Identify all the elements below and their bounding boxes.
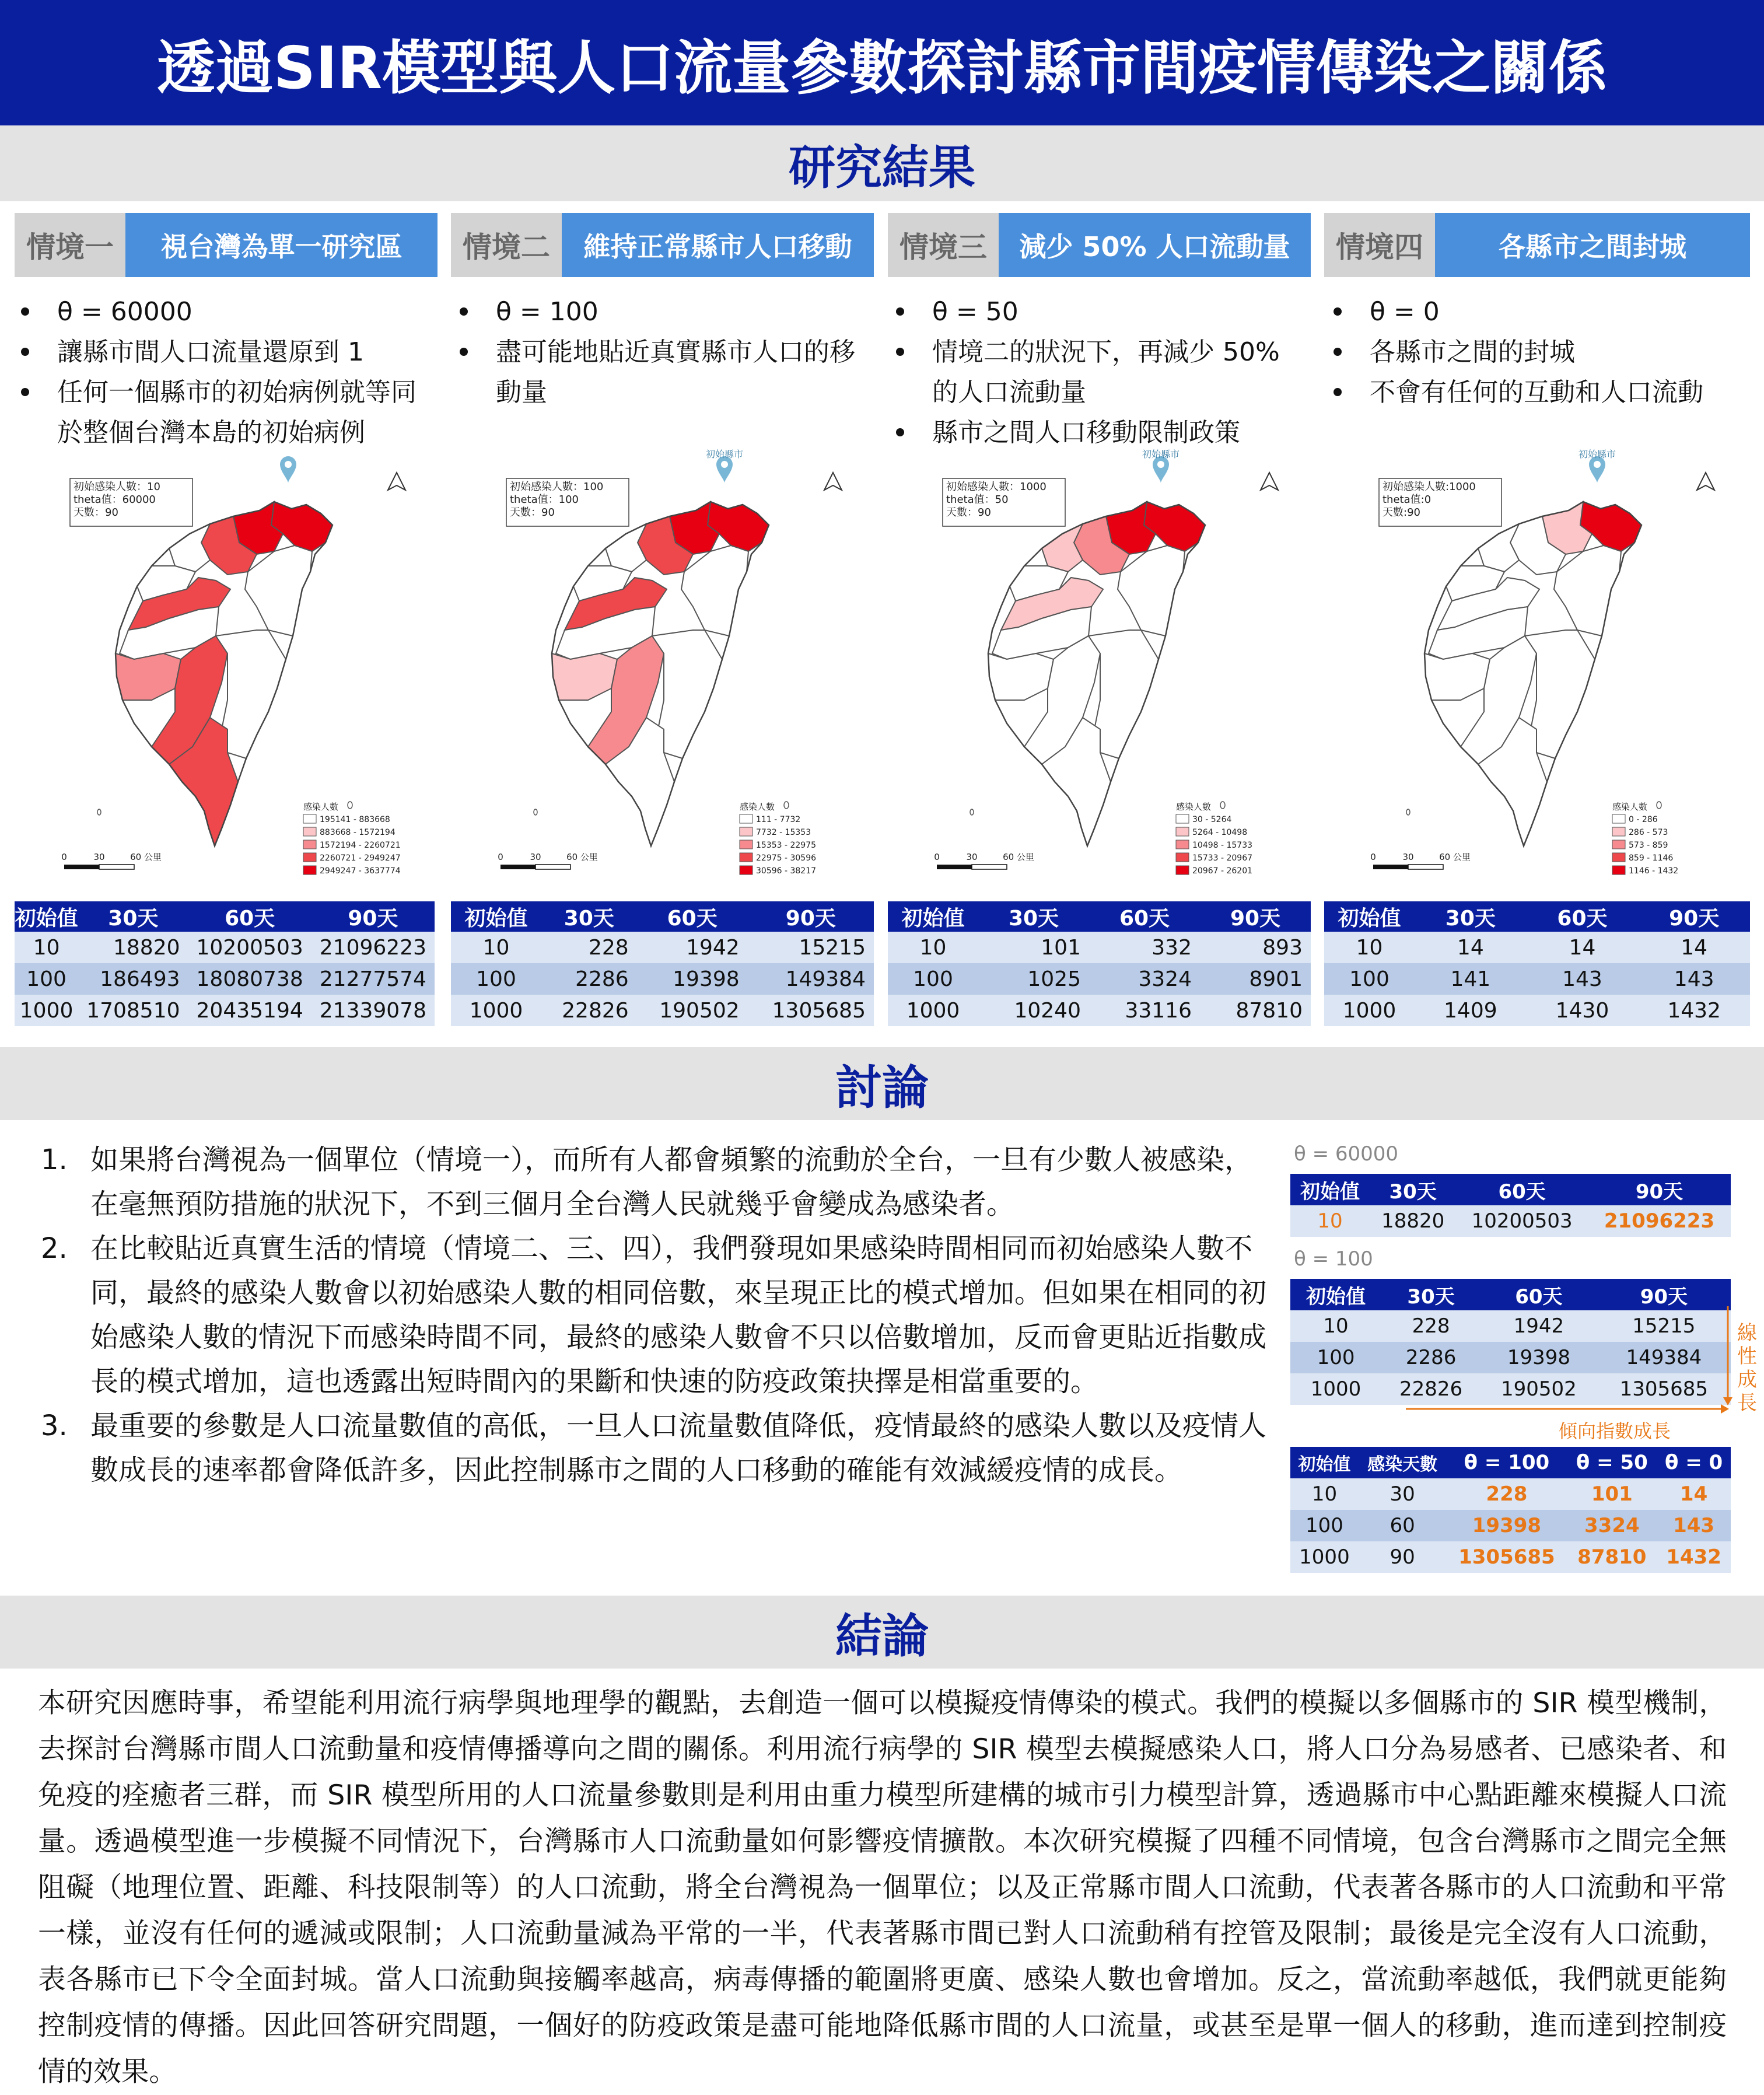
- scale-label: 30: [93, 852, 105, 862]
- map-info-line: theta值：60000: [74, 494, 156, 506]
- cell: 1942: [1480, 1310, 1597, 1342]
- legend-swatch: [1176, 853, 1189, 862]
- location-pin-icon: [716, 456, 733, 483]
- scale-label: 60 公里: [1439, 852, 1471, 862]
- island-shape: [784, 802, 789, 809]
- map-info-line: 初始感染人數：100: [510, 481, 604, 493]
- island-shape: [97, 809, 101, 815]
- cell: 10200503: [188, 932, 312, 963]
- legend-label: 5264 - 10498: [1192, 828, 1248, 837]
- north-arrow-icon: [1697, 473, 1714, 490]
- map-info-line: 天數:90: [1382, 506, 1420, 519]
- col-header: 30天: [541, 901, 637, 932]
- legend-label: 20967 - 26201: [1192, 866, 1253, 876]
- scenario-2-label: 情境二: [451, 213, 562, 277]
- scale-label: 0: [61, 852, 67, 862]
- scale-label: 60 公里: [566, 852, 598, 862]
- cell: 100: [451, 963, 541, 995]
- cell: 10: [1324, 932, 1415, 963]
- cell: 101: [978, 932, 1089, 963]
- cell: 1942: [637, 932, 748, 963]
- island-shape: [1220, 802, 1225, 809]
- scale-label: 0: [934, 852, 940, 862]
- map-info-line: theta值：100: [510, 494, 579, 506]
- table-row: [451, 932, 874, 963]
- cell: 10: [15, 932, 78, 963]
- legend-label: 286 - 573: [1629, 828, 1668, 837]
- col-header: θ = 100: [1446, 1447, 1567, 1478]
- cell: 87810: [1567, 1541, 1657, 1573]
- col-header: 30天: [1370, 1174, 1456, 1205]
- scenario-3-bullets: [891, 292, 1294, 453]
- cell: 2286: [541, 963, 637, 995]
- cell: 1000: [1324, 995, 1415, 1026]
- growth-arrows: [1377, 1304, 1738, 1426]
- cell: 186493: [78, 963, 188, 995]
- scale-label: 30: [966, 852, 978, 862]
- cell: 10240: [978, 995, 1089, 1026]
- bullet: 任何一個縣市的初始病例就等同於整個台灣本島的初始病例: [16, 372, 419, 453]
- scenario-3-table: [888, 901, 1311, 1026]
- col-header: 初始值: [1290, 1279, 1381, 1310]
- legend-title: 感染人數: [1612, 802, 1648, 812]
- legend-title: 感染人數: [740, 802, 775, 812]
- legend-label: 883668 - 1572194: [320, 828, 396, 837]
- map-info-line: 初始感染人數：10: [74, 481, 160, 493]
- legend-swatch: [740, 814, 752, 823]
- cell: 60: [1359, 1510, 1447, 1541]
- legend-label: 573 - 859: [1629, 841, 1668, 850]
- cell: 3324: [1089, 963, 1200, 995]
- scenario-4-name: 各縣市之間封城: [1435, 213, 1750, 277]
- scenario-2-name: 維持正常縣市人口移動: [562, 213, 874, 277]
- legend-swatch: [1612, 853, 1625, 862]
- map-info-line: 初始感染人數:1000: [1382, 481, 1476, 493]
- bullet: θ = 60000: [16, 292, 419, 332]
- map-info-line: theta值：50: [946, 494, 1009, 506]
- linear-growth-label: 線性成長: [1737, 1321, 1757, 1415]
- cell: 1432: [1657, 1541, 1731, 1573]
- cell: 893: [1200, 932, 1311, 963]
- legend-swatch: [1612, 840, 1625, 849]
- scale-bar-dark: [1373, 865, 1408, 869]
- col-header: 感染天數: [1359, 1447, 1447, 1478]
- linear-arrow-head: [1723, 1397, 1732, 1405]
- legend-swatch: [303, 866, 316, 875]
- table-row: [888, 995, 1311, 1026]
- bullet: 各縣市之間的封城: [1329, 332, 1731, 372]
- cell: 15215: [1597, 1310, 1731, 1342]
- cell: 1025: [978, 963, 1089, 995]
- north-arrow-icon: [388, 473, 405, 490]
- cell: 1305685: [1597, 1373, 1731, 1405]
- cell: 1000: [451, 995, 541, 1026]
- legend-swatch: [303, 853, 316, 862]
- item-number: 2.: [41, 1232, 68, 1265]
- legend-label: 7732 - 15353: [756, 828, 811, 837]
- location-pin-dot: [1157, 461, 1164, 468]
- location-pin-body: [280, 456, 296, 483]
- cell: 100: [1290, 1342, 1381, 1373]
- col-header: 30天: [78, 901, 188, 932]
- scale-bar-dark: [64, 865, 99, 869]
- map-shapes: [988, 502, 1205, 846]
- cell: 21277574: [312, 963, 435, 995]
- location-pin-body: [1153, 456, 1169, 483]
- legend-label: 2949247 - 3637774: [320, 866, 401, 876]
- cell: 1430: [1527, 995, 1639, 1026]
- cell: 8901: [1200, 963, 1311, 995]
- county-north-central-county: [169, 524, 210, 572]
- cell: 143: [1638, 963, 1750, 995]
- scale-bar-light: [99, 865, 134, 869]
- scenario-2-bullets: [455, 292, 858, 412]
- item-text: 在比較貼近真實生活的情境（情境二、三、四），我們發現如果感染時間相同而初始感染人數不同，最終的感染人數會以初始感染人數的相同倍數，來呈現正比的模式增加。但如果在相同的初始感染人數的情況下而感染時間不同，最終的感染人數會不只以倍數增加，反而會更貼近指數成長的模式增加，這也透露出短時間內的果斷和快速的防疫政策抉擇是相當重要的。: [90, 1232, 1267, 1398]
- county-north-central-county: [1042, 524, 1083, 572]
- cell: 14: [1527, 932, 1639, 963]
- legend-label: 15733 - 20967: [1192, 854, 1253, 863]
- cell: 100: [888, 963, 978, 995]
- legend-swatch: [303, 840, 316, 849]
- cell: 190502: [1480, 1373, 1597, 1405]
- col-header: 初始值: [1290, 1174, 1370, 1205]
- col-header: 90天: [1597, 1279, 1731, 1310]
- col-header: 60天: [1089, 901, 1200, 932]
- cell: 100: [15, 963, 78, 995]
- legend-label: 30596 - 38217: [756, 866, 817, 876]
- legend-label: 0 - 286: [1629, 815, 1658, 824]
- scale-bar-light: [972, 865, 1007, 869]
- bullet: 情境二的狀況下，再減少 50% 的人口流動量: [891, 332, 1294, 412]
- scenario-1-bullets: [16, 292, 419, 453]
- cell: 141: [1415, 963, 1527, 995]
- legend-label: 1572194 - 2260721: [320, 841, 401, 850]
- cell: 1305685: [1446, 1541, 1567, 1573]
- col-header: 90天: [748, 901, 874, 932]
- map-info-line: 天數：90: [946, 506, 991, 519]
- scale-bar-light: [536, 865, 570, 869]
- map-info-line: 天數：90: [510, 506, 555, 519]
- scale-bar-dark: [937, 865, 972, 869]
- county-south-central-county: [552, 653, 617, 700]
- county-northeast-county: [1144, 502, 1205, 551]
- cell: 149384: [748, 963, 874, 995]
- table-row: [451, 995, 874, 1026]
- county-south-central-county: [988, 653, 1054, 700]
- location-pin-icon: [1589, 456, 1605, 483]
- col-header: 30天: [1415, 901, 1527, 932]
- island-shape: [970, 809, 974, 815]
- legend-swatch: [1612, 866, 1625, 875]
- location-pin-dot: [1594, 461, 1601, 468]
- legend-swatch: [1176, 827, 1189, 836]
- cell: 20435194: [188, 995, 312, 1026]
- scenario-3-map: [919, 449, 1328, 887]
- cell: 19398: [637, 963, 748, 995]
- discussion-item: [35, 1226, 1278, 1404]
- cell: 228: [1446, 1478, 1567, 1510]
- map-info-line: 天數：90: [74, 506, 118, 519]
- cell: 1000: [888, 995, 978, 1026]
- cell: 18820: [1370, 1205, 1456, 1237]
- cell: 21096223: [1588, 1205, 1731, 1237]
- col-header: θ = 0: [1657, 1447, 1731, 1478]
- discussion-heading: 討論: [0, 1047, 1764, 1120]
- col-header: θ = 50: [1567, 1447, 1657, 1478]
- cell: 14: [1638, 932, 1750, 963]
- legend-swatch: [303, 827, 316, 836]
- island-shape: [1406, 809, 1410, 815]
- table-row: [15, 932, 435, 963]
- cell: 14: [1657, 1478, 1731, 1510]
- legend-label: 111 - 7732: [756, 815, 801, 824]
- cell: 3324: [1567, 1510, 1657, 1541]
- map-info-line: 初始感染人數：1000: [946, 481, 1046, 493]
- location-pin-dot: [721, 461, 728, 468]
- legend-label: 10498 - 15733: [1192, 841, 1253, 850]
- discussion-item: [35, 1138, 1278, 1226]
- scale-label: 30: [530, 852, 541, 862]
- origin-label: 初始縣市: [705, 449, 744, 460]
- scenario-1-name: 視台灣為單一研究區: [125, 213, 438, 277]
- scenario-3-label: 情境三: [888, 213, 999, 277]
- cell: 100: [1324, 963, 1415, 995]
- table-row: [1324, 932, 1750, 963]
- col-header: 90天: [1588, 1174, 1731, 1205]
- scale-label: 0: [1370, 852, 1376, 862]
- legend-swatch: [740, 866, 752, 875]
- cell: 1000: [1290, 1373, 1381, 1405]
- scale-label: 30: [1402, 852, 1414, 862]
- cell: 21096223: [312, 932, 435, 963]
- cell: 10: [451, 932, 541, 963]
- origin-label: 初始縣市: [1142, 449, 1180, 460]
- legend-swatch: [740, 827, 752, 836]
- cell: 1000: [15, 995, 78, 1026]
- bullet: 不會有任何的互動和人口流動: [1329, 372, 1731, 412]
- scenario-4-bullets: [1329, 292, 1731, 412]
- table-row: [1324, 963, 1750, 995]
- col-header: 60天: [188, 901, 312, 932]
- legend-title: 感染人數: [303, 802, 339, 812]
- col-header: 30天: [978, 901, 1089, 932]
- col-header: 60天: [1456, 1174, 1588, 1205]
- legend-swatch: [1176, 840, 1189, 849]
- bullet: 盡可能地貼近真實縣市人口的移動量: [455, 332, 858, 412]
- table-row: [1290, 1478, 1731, 1510]
- location-pin-dot: [285, 461, 292, 468]
- scenario-2-map: [483, 449, 891, 887]
- scale-label: 0: [498, 852, 503, 862]
- item-number: 1.: [41, 1143, 68, 1176]
- cell: 143: [1657, 1510, 1731, 1541]
- cell: 22826: [1381, 1373, 1480, 1405]
- cell: 14: [1415, 932, 1527, 963]
- scenario-4-label: 情境四: [1324, 213, 1435, 277]
- col-header: 30天: [1381, 1279, 1480, 1310]
- legend-label: 30 - 5264: [1192, 815, 1232, 824]
- cell: 228: [541, 932, 637, 963]
- origin-label: 初始縣市: [1578, 449, 1616, 460]
- county-northeast-county: [271, 502, 332, 551]
- legend-swatch: [740, 853, 752, 862]
- theta-compare-table: [1290, 1447, 1731, 1573]
- scale-bar-light: [1408, 865, 1443, 869]
- cell: 10: [1290, 1205, 1370, 1237]
- cell: 18080738: [188, 963, 312, 995]
- legend-label: 22975 - 30596: [756, 854, 817, 863]
- theta-100-caption: θ = 100: [1294, 1247, 1373, 1271]
- cell: 1708510: [78, 995, 188, 1026]
- col-header: 初始值: [1290, 1447, 1359, 1478]
- table-row: [1290, 1541, 1731, 1573]
- cell: 101: [1567, 1478, 1657, 1510]
- table-row: [451, 963, 874, 995]
- bullet: θ = 50: [891, 292, 1294, 332]
- exp-growth-label: 傾向指數成長: [1559, 1420, 1671, 1442]
- cell: 10200503: [1456, 1205, 1588, 1237]
- map-info-line: theta值:0: [1382, 494, 1432, 506]
- conclusion-heading: 結論: [0, 1596, 1764, 1669]
- cell: 1305685: [748, 995, 874, 1026]
- north-arrow-icon: [1261, 473, 1278, 490]
- col-header: 60天: [1480, 1279, 1597, 1310]
- table-row: [1290, 1510, 1731, 1541]
- cell: 143: [1527, 963, 1639, 995]
- cell: 190502: [637, 995, 748, 1026]
- cell: 90: [1359, 1541, 1447, 1573]
- cell: 149384: [1597, 1342, 1731, 1373]
- cell: 18820: [78, 932, 188, 963]
- legend-label: 15353 - 22975: [756, 841, 817, 850]
- exp-arrow-head: [1721, 1404, 1729, 1414]
- legend-label: 859 - 1146: [1629, 854, 1674, 863]
- col-header: 初始值: [451, 901, 541, 932]
- legend-label: 2260721 - 2949247: [320, 854, 401, 863]
- col-header: 90天: [1638, 901, 1750, 932]
- scenario-4-map: [1356, 449, 1764, 887]
- cell: 228: [1381, 1310, 1480, 1342]
- cell: 332: [1089, 932, 1200, 963]
- scenario-1-label: 情境一: [15, 213, 125, 277]
- col-header: 初始值: [15, 901, 78, 932]
- cell: 10: [888, 932, 978, 963]
- table-row: [15, 995, 435, 1026]
- cell: 1000: [1290, 1541, 1359, 1573]
- discussion-list: [35, 1138, 1278, 1492]
- theta-60000-caption: θ = 60000: [1294, 1142, 1399, 1166]
- scenario-1-table: [15, 901, 435, 1026]
- bullet: 縣市之間人口移動限制政策: [891, 412, 1294, 453]
- bullet: θ = 100: [455, 292, 858, 332]
- county-north-central-county: [606, 524, 646, 572]
- cell: 87810: [1200, 995, 1311, 1026]
- col-header: 90天: [1200, 901, 1311, 932]
- location-pin-icon: [280, 456, 296, 483]
- scale-label: 60 公里: [130, 852, 162, 862]
- cell: 21339078: [312, 995, 435, 1026]
- island-shape: [348, 802, 352, 809]
- col-header: 60天: [1527, 901, 1639, 932]
- legend-swatch: [1176, 814, 1189, 823]
- county-north-central-county: [1478, 524, 1519, 572]
- cell: 30: [1359, 1478, 1447, 1510]
- col-header: 初始值: [888, 901, 978, 932]
- conclusion-text: 本研究因應時事，希望能利用流行病學與地理學的觀點，去創造一個可以模擬疫情傳染的模式。我們的模擬以多個縣市的 SIR 模型機制，去探討台灣縣市間人口流動量和疫情傳播導向之間的關係。利用流行病學的 SIR 模型去模擬感染人口，將人口分為易感者、已感染者、和免疫的痊癒者三群，而 SIR 模型所用的人口流量參數則是利用由重力模型所建構的城市引力模型計算，透過縣市中心點距離來模擬人口流量。透過模型進一步模擬不同情況下，台灣縣市人口流動量如何影響疫情擴散。本次研究模擬了四種不同情境，包含台灣縣市之間完全無阻礙（地理位置、距離、科技限制等）的人口流動，將全台灣視為一個單位；以及正常縣市間人口流動，代表著各縣市的人口流動和平常一樣，並沒有任何的遞減或限制；人口流動量減為平常的一半，代表著縣市間已對人口流動稍有控管及限制；最後是完全沒有人口流動，表各縣市已下令全面封城。當人口流動與接觸率越高，病毒傳播的範圍將更廣、感染人數也會增加。反之，當流動率越低，我們就更能夠控制疫情的傳播。因此回答研究問題，一個好的防疫政策是盡可能地降低縣市間的人口流量，或甚至是單一個人的移動，進而達到控制疫情的效果。: [38, 1687, 1727, 2088]
- table-row: [15, 963, 435, 995]
- bullet: 讓縣市間人口流量還原到 1: [16, 332, 419, 372]
- discussion-item: [35, 1404, 1278, 1492]
- cell: 15215: [748, 932, 874, 963]
- scenario-4-table: [1324, 901, 1750, 1026]
- legend-label: 1146 - 1432: [1629, 866, 1679, 876]
- col-header: 90天: [312, 901, 435, 932]
- location-pin-body: [716, 456, 733, 483]
- scenario-3-name: 減少 50% 人口流動量: [999, 213, 1311, 277]
- scale-label: 60 公里: [1003, 852, 1034, 862]
- col-header: 初始值: [1324, 901, 1415, 932]
- cell: 100: [1290, 1510, 1359, 1541]
- north-arrow-icon: [824, 473, 842, 490]
- scenario-1-map: [47, 455, 455, 887]
- scenario-2-table: [451, 901, 874, 1026]
- table-row: [888, 932, 1311, 963]
- results-heading: 研究結果: [0, 125, 1764, 201]
- island-shape: [534, 809, 537, 815]
- cell: 33116: [1089, 995, 1200, 1026]
- cell: 1409: [1415, 995, 1527, 1026]
- col-header: 60天: [637, 901, 748, 932]
- cell: 19398: [1480, 1342, 1597, 1373]
- island-shape: [1657, 802, 1661, 809]
- item-text: 如果將台灣視為一個單位（情境一），而所有人都會頻繁的流動於全台，一旦有少數人被感染，在毫無預防措施的狀況下，不到三個月全台灣人民就幾乎會變成為感染者。: [90, 1143, 1253, 1220]
- legend-swatch: [1176, 866, 1189, 875]
- legend-swatch: [303, 814, 316, 823]
- cell: 19398: [1446, 1510, 1567, 1541]
- legend-title: 感染人數: [1176, 802, 1212, 812]
- county-south-central-county: [116, 653, 181, 700]
- county-northeast-county: [708, 502, 769, 551]
- legend-label: 195141 - 883668: [320, 815, 390, 824]
- legend-swatch: [1612, 814, 1625, 823]
- cell: 22826: [541, 995, 637, 1026]
- item-text: 最重要的參數是人口流量數值的高低，一旦人口流量數值降低，疫情最終的感染人數以及疫情人數成長的速率都會降低許多，因此控制縣市之間的人口移動的確能有效減緩疫情的成長。: [90, 1410, 1267, 1487]
- scale-bar-dark: [501, 865, 536, 869]
- bullet: θ = 0: [1329, 292, 1731, 332]
- table-row: [1290, 1205, 1731, 1237]
- table-row: [888, 963, 1311, 995]
- location-pin-body: [1589, 456, 1605, 483]
- item-number: 3.: [41, 1410, 68, 1442]
- poster-title: 透過SIR模型與人口流量參數探討縣市間疫情傳染之關係: [0, 0, 1764, 125]
- map-shapes: [116, 502, 332, 846]
- legend-swatch: [1612, 827, 1625, 836]
- map-shapes: [552, 502, 769, 846]
- cell: 10: [1290, 1310, 1381, 1342]
- legend-swatch: [740, 840, 752, 849]
- county-south-central-county: [1424, 653, 1490, 700]
- location-pin-icon: [1153, 456, 1169, 483]
- cell: 10: [1290, 1478, 1359, 1510]
- cell: 1432: [1638, 995, 1750, 1026]
- theta-60000-table: [1290, 1174, 1731, 1237]
- map-shapes: [1424, 502, 1642, 846]
- county-northeast-county: [1580, 502, 1642, 551]
- cell: 2286: [1381, 1342, 1480, 1373]
- table-row: [1324, 995, 1750, 1026]
